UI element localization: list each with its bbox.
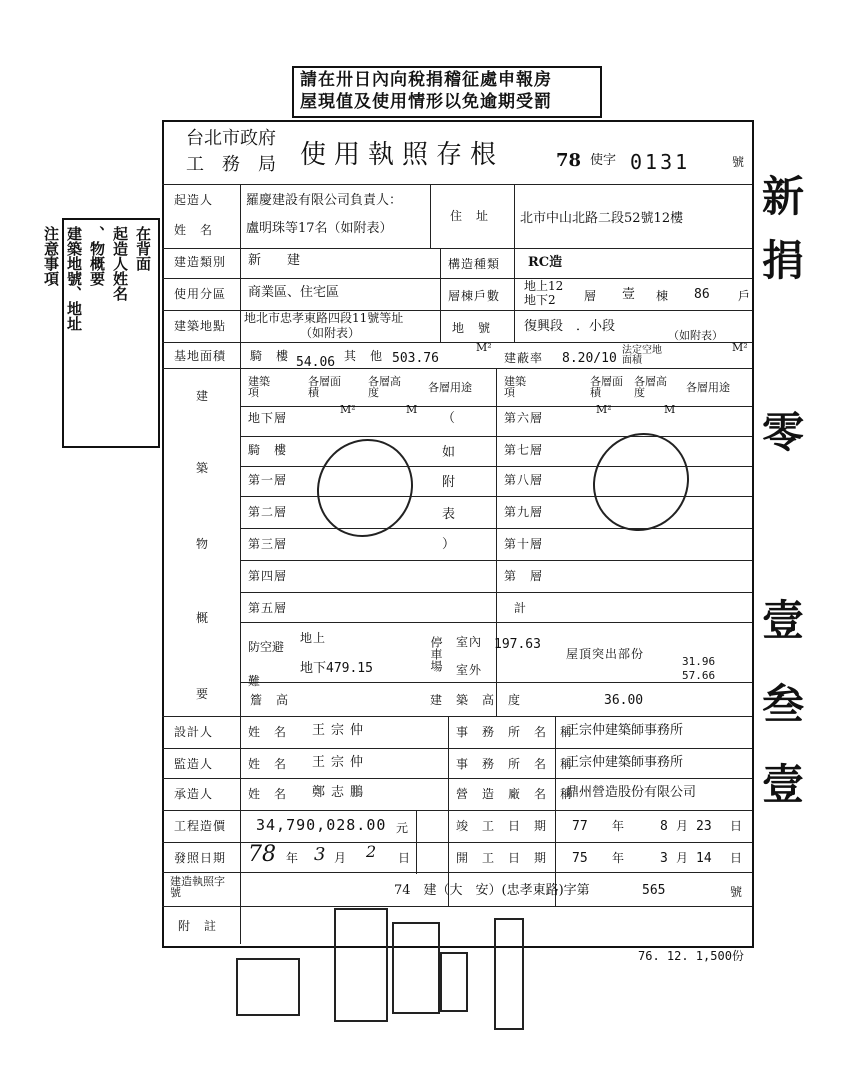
unit-m2: M²	[476, 341, 492, 354]
floor-label: 計	[514, 601, 528, 615]
official-seal	[236, 958, 300, 1016]
floor-label: 地下層	[248, 411, 288, 425]
cost-label: 工程造價	[174, 819, 227, 833]
floors-units-label: 層棟戶數	[448, 289, 501, 303]
side-note	[42, 226, 154, 438]
floor-label: 第 層	[504, 569, 544, 583]
margin-char: 壹	[762, 596, 805, 645]
start-month: 3	[660, 851, 668, 866]
gov-name: 台北市政府	[186, 128, 276, 149]
remarks-label: 附 註	[178, 919, 218, 933]
name-label: 姓 名	[174, 223, 214, 237]
permit-ref: 74 建（大 安）(忠孝東路)字第	[394, 883, 590, 898]
supervisor-value: 王宗仲	[312, 755, 370, 770]
shelter-label: 防空避難	[248, 640, 285, 688]
parking-indoor-value: 197.63	[494, 637, 541, 652]
site-area-label: 基地面積	[174, 349, 227, 363]
floor-label: 第十層	[504, 537, 544, 551]
coverage-value: 8.20/10	[562, 351, 617, 366]
permit-ref-suffix: 號	[730, 885, 744, 899]
roof-value-1: 31.96	[682, 655, 716, 668]
shelter-above-label: 地上	[300, 631, 327, 645]
site-location-label: 建築地點	[174, 319, 227, 333]
notice-line-2: 屋現值及使用情形以免逾期受罰	[300, 92, 552, 112]
floors-above: 地上12	[524, 279, 564, 293]
bldg-unit: 棟	[656, 289, 670, 303]
summary-char-3: 物	[196, 537, 210, 551]
issue-dy: 日	[398, 851, 412, 865]
side-note-col-1: 注意事項	[42, 226, 60, 286]
contractor-firm-label: 營 造 廠 名 稱	[456, 787, 574, 801]
start-year: 75	[572, 851, 588, 866]
contractor-firm: 鼎州營造股份有限公司	[566, 785, 697, 800]
issue-yr: 年	[286, 851, 300, 865]
builder-value-2: 盧明珠等17名（如附表）	[246, 221, 393, 236]
floor-label: 第五層	[248, 601, 288, 615]
land-value: 復興段 ．小段	[524, 319, 616, 334]
floor-label: 第八層	[504, 473, 544, 487]
issue-mo: 月	[334, 851, 348, 865]
floor-label: 第四層	[248, 569, 288, 583]
other-area: 503.76	[392, 351, 439, 366]
start-mo: 月	[676, 851, 690, 865]
unit-m2: M²	[732, 341, 748, 354]
designer-value: 王宗仲	[312, 723, 370, 738]
permit-year: 78	[556, 150, 582, 171]
issue-year: 78	[248, 842, 276, 867]
floor-items-header-r: 建築 項	[504, 375, 537, 399]
supervisor-office-label: 事 務 所 名 稱	[456, 757, 574, 771]
designer-firm: 王宗仲建築師事務所	[566, 723, 684, 738]
finish-day: 23	[696, 819, 712, 834]
floor-label: 第三層	[248, 537, 288, 551]
arcade-area: 54.06	[296, 355, 336, 370]
build-type-value: 新 建	[248, 253, 301, 268]
issue-month: 3	[314, 844, 326, 865]
floor-label: 第九層	[504, 505, 544, 519]
eave-label: 簷 高	[250, 693, 290, 707]
floor-label: 第一層	[248, 473, 288, 487]
issue-label: 發照日期	[174, 851, 227, 865]
start-day: 14	[696, 851, 712, 866]
finish-dy: 日	[730, 819, 744, 833]
address-label: 住 址	[450, 209, 490, 223]
use-char: ）	[442, 537, 456, 552]
unit-m2: M²	[340, 403, 356, 416]
permit-suffix: 號	[732, 155, 745, 169]
structure-label: 構造種類	[448, 257, 501, 271]
land-value-2: （如附表）	[668, 329, 723, 342]
unit-m: M	[664, 403, 676, 416]
builder-value: 羅慶建設有限公司負責人：	[246, 193, 403, 208]
side-note-col-3: 、物概要	[88, 226, 106, 286]
other-label: 其 他	[344, 349, 384, 363]
designer-office-label: 事 務 所 名 稱	[456, 725, 574, 739]
summary-char-5: 要	[196, 687, 210, 701]
floor-items-header: 建築 項	[248, 375, 281, 399]
build-type-label: 建造類別	[174, 255, 227, 269]
finish-year: 77	[572, 819, 588, 834]
floor-label: 第二層	[248, 505, 288, 519]
form-title: 使用執照存根	[300, 140, 505, 170]
margin-char: 新	[762, 172, 805, 221]
arcade-label: 騎 樓	[250, 349, 290, 363]
floors-below: 地下2	[524, 293, 556, 307]
area-each-header-r: 各層面積	[590, 375, 623, 399]
permit-no-label: 建造執照字號	[170, 875, 225, 899]
bureau-name: 工 務 局	[186, 154, 276, 175]
land-no-label: 地 號	[452, 321, 492, 335]
zoning-label: 使用分區	[174, 287, 227, 301]
summary-char-1: 建	[196, 389, 210, 403]
parking-label: 停車場	[429, 636, 443, 672]
floor-label: 騎 樓	[248, 443, 288, 457]
start-yr: 年	[612, 851, 626, 865]
permit-number: 0131	[630, 150, 691, 174]
unit-m: M	[406, 403, 418, 416]
finish-month: 8	[660, 819, 668, 834]
finish-mo: 月	[676, 819, 690, 833]
bldg-height-label: 建 築 高 度	[430, 693, 522, 707]
height-each-header: 各層高度	[368, 375, 401, 399]
margin-char: 壹	[762, 760, 805, 809]
use-char: 如	[442, 445, 456, 460]
permit-char: 使字	[590, 153, 617, 168]
official-seal	[440, 952, 468, 1012]
designer-label: 設計人	[174, 725, 214, 739]
side-note-col-4: 起造人姓名	[111, 226, 129, 301]
use-char: 附	[442, 475, 456, 490]
start-dy: 日	[730, 851, 744, 865]
floor-label: 第六層	[504, 411, 544, 425]
contractor-label: 承造人	[174, 787, 214, 801]
side-note-col-2: 建築地號、地址	[65, 226, 83, 331]
use-each-header: 各層用途	[428, 381, 472, 394]
shelter-below: 地下479.15	[300, 661, 373, 676]
roof-value-2: 57.66	[682, 669, 716, 682]
finish-yr: 年	[612, 819, 626, 833]
roof-label: 屋頂突出部份	[566, 647, 645, 661]
use-each-header-r: 各層用途	[686, 381, 730, 394]
supervisor-name-label: 姓 名	[248, 757, 288, 771]
area-each-header: 各層面積	[308, 375, 341, 399]
legal-open-label: 法定空地面積	[622, 345, 662, 366]
zoning-value: 商業區、住宅區	[248, 285, 340, 300]
contractor-name-label: 姓 名	[248, 787, 288, 801]
parking-outdoor-label: 室外	[456, 663, 483, 677]
margin-char: 叁	[762, 680, 805, 729]
supervisor-firm: 王宗仲建築師事務所	[566, 755, 684, 770]
notice-line-1: 請在卅日內向稅捐稽征處申報房	[300, 70, 552, 90]
official-seal	[334, 908, 388, 1022]
site-value-2: （如附表）	[300, 326, 361, 340]
permit-ref-no: 565	[642, 883, 666, 898]
finish-label: 竣 工 日 期	[456, 819, 548, 833]
start-label: 開 工 日 期	[456, 851, 548, 865]
contractor-value: 鄭志鵬	[312, 785, 370, 800]
household-unit: 戶	[738, 289, 752, 303]
use-char: （	[442, 411, 456, 426]
use-char: 表	[442, 507, 456, 522]
margin-char: 捐	[762, 236, 805, 285]
issue-day: 2	[366, 842, 377, 861]
summary-char-2: 築	[196, 461, 210, 475]
structure-value: RC造	[528, 255, 563, 270]
footer-note: 76. 12. 1,500份	[638, 949, 744, 963]
unit-m2: M²	[596, 403, 612, 416]
official-seal	[392, 922, 440, 1014]
bldg-count: 壹	[622, 287, 636, 302]
unit-count: 86	[694, 287, 710, 302]
margin-char: 零	[762, 408, 805, 457]
side-note-col-5: 在背面	[134, 226, 152, 271]
builder-label: 起造人	[174, 193, 214, 207]
yuan-unit: 元	[396, 821, 410, 835]
parking-indoor-label: 室內	[456, 635, 483, 649]
coverage-label: 建蔽率	[504, 351, 544, 365]
designer-name-label: 姓 名	[248, 725, 288, 739]
cost-value: 34,790,028.00	[256, 816, 387, 834]
address-value: 北市中山北路二段52號12樓	[520, 211, 684, 226]
official-seal	[494, 918, 524, 1030]
bldg-height-value: 36.00	[604, 693, 644, 708]
site-value: 地北市忠孝東路四段11號等址	[244, 311, 404, 325]
supervisor-label: 監造人	[174, 757, 214, 771]
height-each-header-r: 各層高度	[634, 375, 667, 399]
floor-unit: 層	[584, 289, 598, 303]
summary-char-4: 概	[196, 611, 210, 625]
floor-label: 第七層	[504, 443, 544, 457]
